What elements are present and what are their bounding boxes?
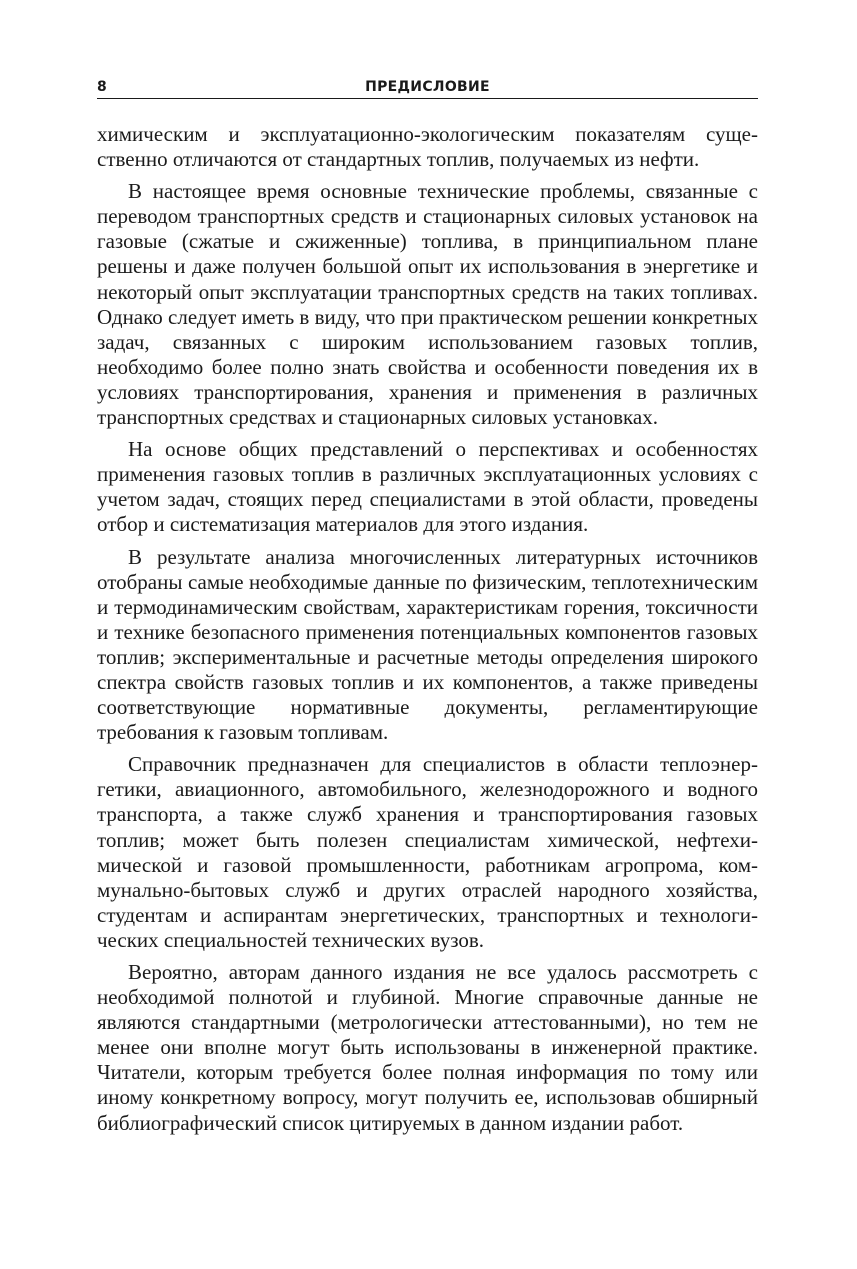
paragraph: Справочник предназначен для специалистов в области теплоэнергетики, авиационного, автомобильного, железнодорожного и водного транспорта, а также служб хранения и транспортирования газовых топлив; может быть полезен специалистам химической, нефтехимической и газовой промышленности, работникам агропрома, коммунально-бытовых служб и других отраслей народного хозяйства, студентам и аспирантам энергетических, транспортных и технологических специальностей технических вузов.: [97, 752, 758, 952]
paragraph: На основе общих представлений о перспективах и особенностях применения газовых топлив в различных эксплуатационных условиях с учетом задач, стоящих перед специалистами в этой области, проведены отбор и систематизация материалов для этого издания.: [97, 437, 758, 537]
running-header: [97, 76, 758, 99]
paragraph: В настоящее время основные технические проблемы, связанные с переводом транспортных средств и стационарных силовых установок на газовые (сжатые и сжиженные) топлива, в принципиальном плане решены и даже получен большой опыт их использования в энергетике и некоторый опыт эксплуатации транспортных средств на таких топливах. Однако следует иметь в виду, что при практическом решении конкретных задач, связанных с широким использованием газовых топлив, необходимо более полно знать свойства и особенности поведения их в условиях транспортирования, хранения и применения в различных транспортных средствах и стационарных силовых установках.: [97, 179, 758, 430]
page-number: 8: [97, 79, 107, 95]
running-title: ПРЕДИСЛОВИЕ: [365, 79, 490, 95]
paragraph-continuation: химическим и эксплуатационно-экологическим показателям существенно отличаются от стандартных топлив, получаемых из нефти.: [97, 122, 758, 172]
body-text: [97, 122, 758, 1136]
paragraph: В результате анализа многочисленных литературных источников отобраны самые необходимые данные по физическим, теплотехническим и термодинамическим свойствам, характеристикам горения, токсичности и технике безопасного применения потенциальных компонентов газовых топлив; экспериментальные и расчетные методы определения широкого спектра свойств газовых топлив и их компонентов, а также приведены соответствующие нормативные документы, регламентирующие требования к газовым топливам.: [97, 544, 758, 745]
paragraph: Вероятно, авторам данного издания не все удалось рассмотреть с необходимой полнотой и глубиной. Многие справочные данные не являются стандартными (метрологически аттестованными), но тем не менее они вполне могут быть использованы в инженерной практике. Читатели, которым требуется более полная информация по тому или иному конкретному вопросу, могут получить ее, использовав обширный библиографический список цитируемых в данном издании работ.: [97, 960, 758, 1135]
book-page: [97, 76, 758, 1143]
